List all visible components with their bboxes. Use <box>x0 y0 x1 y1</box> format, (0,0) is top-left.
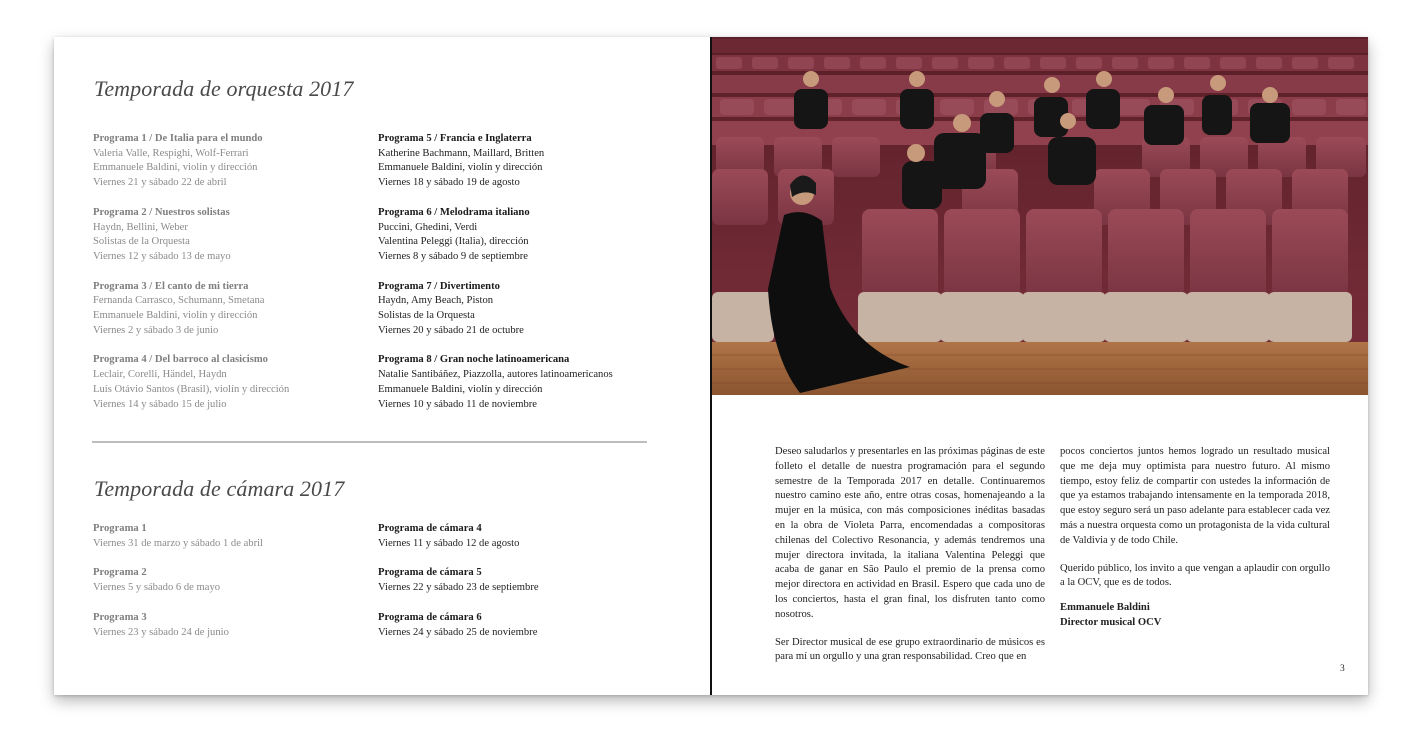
program-item <box>378 566 653 595</box>
section-divider <box>92 441 647 443</box>
program-line: Katherine Bachmann, Maillard, Britten <box>378 147 545 159</box>
program-title: Programa 7 / Divertimento <box>378 280 500 292</box>
program-line: Haydn, Amy Beach, Piston <box>378 295 494 307</box>
program-line: Luís Otávio Santos (Brasil), violín y dirección <box>93 383 290 395</box>
program-title: Programa de cámara 4 <box>378 523 482 534</box>
program-line: Haydn, Bellini, Weber <box>93 221 188 233</box>
program-item <box>378 353 678 412</box>
chamber-programs-right <box>378 522 653 640</box>
program-line: Puccini, Ghedini, Verdi <box>378 221 478 233</box>
program-line: Emmanuele Baldini, violín y dirección <box>93 162 258 174</box>
program-line: Solistas de la Orquesta <box>93 236 190 248</box>
program-title: Programa 1 <box>93 523 147 534</box>
program-date: Viernes 11 y sábado 12 de agosto <box>378 537 520 549</box>
program-date: Viernes 5 y sábado 6 de mayo <box>93 582 221 594</box>
program-item <box>378 611 653 640</box>
left-page <box>54 37 711 695</box>
program-line: Valentina Peleggi (Italia), dirección <box>378 236 529 248</box>
chamber-season-title: Temporada de cámara 2017 <box>94 476 345 501</box>
program-item <box>378 280 678 339</box>
page-number: 3 <box>1340 664 1345 674</box>
orchestra-programs-right <box>378 132 678 412</box>
program-title: Programa 3 <box>93 611 147 623</box>
program-date: Viernes 31 de marzo y sábado 1 de abril <box>93 537 263 549</box>
program-title: Programa de cámara 6 <box>378 611 482 623</box>
chamber-programs-left <box>93 522 368 640</box>
program-item <box>378 206 678 265</box>
program-item <box>93 280 368 339</box>
program-date: Viernes 18 y sábado 19 de agosto <box>378 177 520 189</box>
letter-paragraph: Querido público, los invito a que vengan a aplaudir con orgullo a la OCV, que es de todos. <box>1060 562 1330 589</box>
right-page <box>712 37 1368 695</box>
program-line: Natalie Santibáñez, Piazzolla, autores latinoamericanos <box>378 369 613 381</box>
program-title: Programa 2 <box>93 567 147 579</box>
program-title: Programa 3 / El canto de mi tierra <box>93 280 249 292</box>
program-date: Viernes 2 y sábado 3 de junio <box>93 324 219 336</box>
program-item <box>93 353 368 412</box>
program-title: Programa 4 / Del barroco al clasicismo <box>93 354 268 366</box>
brochure-spread <box>54 37 1368 695</box>
program-line: Fernanda Carrasco, Schumann, Smetana <box>93 295 265 307</box>
program-date: Viernes 20 y sábado 21 de octubre <box>378 324 524 336</box>
program-item <box>378 522 653 551</box>
program-line: Valeria Valle, Respighi, Wolf-Ferrari <box>93 147 249 159</box>
program-title: Programa 8 / Gran noche latinoamericana <box>378 354 570 366</box>
program-title: Programa 2 / Nuestros solistas <box>93 206 230 218</box>
program-line: Emmanuele Baldini, violín y dirección <box>378 162 543 174</box>
program-date: Viernes 23 y sábado 24 de junio <box>93 626 229 638</box>
program-item <box>93 566 368 595</box>
signature-role: Director musical OCV <box>1060 616 1162 628</box>
program-date: Viernes 24 y sábado 25 de noviembre <box>378 626 538 638</box>
program-date: Viernes 22 y sábado 23 de septiembre <box>378 582 539 594</box>
letter-paragraph: pocos conciertos juntos hemos logrado un resultado musical que me deja muy optimista para nuestro futuro. Al mismo tiempo, estoy feliz de compartir con ustedes la información de que ya estamos trabajando intensamente en la temporada 2018, que estoy seguro será un paso adelante para establecer cada vez más a nuestra orquesta como un protagonista de la vida cultural de Valdivia y de todo Chile. <box>1060 446 1330 546</box>
orchestra-programs-left <box>93 132 368 412</box>
letter-column-2 <box>1060 445 1330 631</box>
program-title: Programa 5 / Francia e Inglaterra <box>378 133 532 144</box>
program-date: Viernes 21 y sábado 22 de abril <box>93 177 227 189</box>
program-line: Leclair, Corelli, Händel, Haydn <box>93 369 227 381</box>
program-date: Viernes 8 y sábado 9 de septiembre <box>378 250 528 262</box>
orchestra-season-title: Temporada de orquesta 2017 <box>94 76 354 101</box>
program-date: Viernes 12 y sábado 13 de mayo <box>93 250 231 262</box>
program-title: Programa 6 / Melodrama italiano <box>378 206 530 218</box>
letter-column-1 <box>775 445 1045 665</box>
program-line: Emmanuele Baldini, violín y dirección <box>93 310 258 322</box>
program-item <box>378 132 678 191</box>
program-title: Programa de cámara 5 <box>378 567 482 579</box>
program-date: Viernes 14 y sábado 15 de julio <box>93 398 227 410</box>
program-item <box>93 611 368 640</box>
program-item <box>93 132 368 191</box>
program-title: Programa 1 / De Italia para el mundo <box>93 133 263 144</box>
signature-name: Emmanuele Baldini <box>1060 602 1150 614</box>
program-line: Solistas de la Orquesta <box>378 310 475 322</box>
program-line: Emmanuele Baldini, violín y dirección <box>378 383 543 395</box>
letter-paragraph: Deseo saludarlos y presentarles en las próximas páginas de este folleto el detalle de nuestra programación para el segundo semestre de la Temporada 2017 en detalle. Continuaremos nuestro camino este año, entre otras cosas, homenajeando a la mujer en la música, con más composiciones inéditas basadas en la obra de Violeta Parra, encomendadas a compositoras chilenas del Colectivo Resonancia, y además tendremos una mujer directora invitada, la italiana Valentina Peleggi que acaba de ganar en São Paulo el premio de la prensa como mejor directora en actividad en Brasil. Espero que cada uno de los conciertos, hasta el gran final, los disfruten tanto como nosotros. <box>775 446 1045 620</box>
orchestra-photo <box>712 37 1368 395</box>
letter-paragraph: Ser Director musical de ese grupo extraordinario de músicos es para mí un orgullo y una gran responsabilidad. Creo que en <box>775 636 1045 663</box>
program-date: Viernes 10 y sábado 11 de noviembre <box>378 398 538 410</box>
program-item <box>93 522 368 551</box>
program-item <box>93 206 368 265</box>
